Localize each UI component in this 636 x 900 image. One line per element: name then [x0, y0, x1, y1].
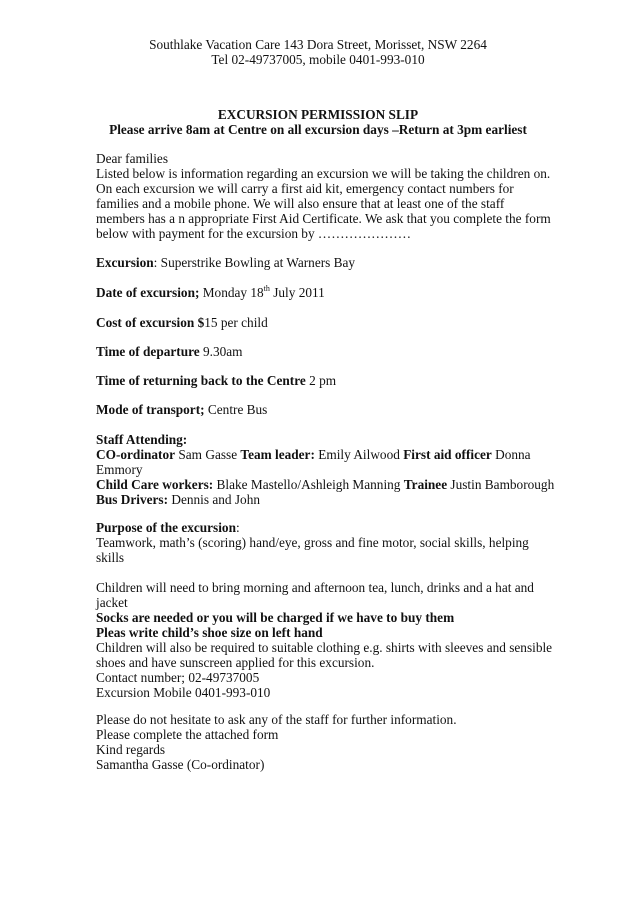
staff-label: Trainee [403, 477, 448, 492]
detail-value: Superstrike Bowling at Warners Bay [160, 255, 356, 270]
excursion-mobile: Excursion Mobile 0401-993-010 [96, 685, 271, 700]
intro-line: On each excursion we will carry a first aid kit, emergency contact numbers for [96, 181, 514, 196]
signature: Samantha Gasse (Co-ordinator) [96, 757, 265, 772]
detail-value: Centre Bus [204, 402, 268, 417]
staff-value: Emmory [96, 462, 143, 477]
document-heading [0, 107, 636, 137]
contact-number: Contact number; 02-49737005 [96, 670, 260, 685]
intro-paragraph [96, 151, 556, 241]
requirement-text: Children will also be required to suitable clothing e.g. shirts with sleeves and sensible [96, 640, 553, 655]
shoe-size-notice: Pleas write child’s shoe size on left hand [96, 625, 323, 640]
ordinal-suffix: th [263, 283, 270, 293]
purpose-text: Teamwork, math’s (scoring) hand/eye, gross and fine motor, social skills, helping [96, 535, 529, 550]
staff-value: Donna [491, 447, 531, 462]
staff-label: First aid officer [403, 447, 492, 462]
detail-value: Monday 18 [199, 285, 264, 300]
staff-label: Bus Drivers: [96, 492, 169, 507]
document-title: EXCURSION PERMISSION SLIP [217, 107, 419, 122]
purpose-text: skills [96, 550, 125, 565]
detail-label: Excursion [96, 255, 154, 270]
detail-label: Mode of transport; [96, 402, 205, 417]
purpose-section [96, 520, 556, 565]
requirement-text: jacket [96, 595, 128, 610]
staff-label: Team leader: [240, 447, 315, 462]
staff-value: Sam Gasse [175, 447, 241, 462]
intro-line: below with payment for the excursion by ………………… [96, 226, 412, 241]
closing-text: Please do not hesitate to ask any of the staff for further information. [96, 712, 457, 727]
separator: : [153, 255, 161, 270]
staff-heading: Staff Attending: [96, 432, 188, 447]
requirements-section [96, 580, 556, 700]
detail-label: Date of excursion; [96, 285, 200, 300]
detail-value: 2 pm [305, 373, 337, 388]
staff-value: Blake Mastello/Ashleigh Manning [213, 477, 404, 492]
detail-value: July 2011 [269, 285, 325, 300]
greeting: Dear families [96, 151, 168, 166]
detail-label: Cost of excursion $ [96, 315, 205, 330]
socks-notice: Socks are needed or you will be charged if we have to buy them [96, 610, 455, 625]
closing-section [96, 712, 556, 772]
intro-line: Listed below is information regarding an excursion we will be taking the children on. [96, 166, 551, 181]
letterhead-address: Southlake Vacation Care 143 Dora Street, Morisset, NSW 2264 [149, 37, 487, 52]
staff-value: Emily Ailwood [314, 447, 404, 462]
staff-label: CO-ordinator [96, 447, 176, 462]
requirement-text: shoes and have sunscreen applied for this excursion. [96, 655, 375, 670]
staff-value: Dennis and John [168, 492, 260, 507]
detail-value: 9.30am [199, 344, 243, 359]
purpose-label: Purpose of the excursion [96, 520, 236, 535]
detail-transport [96, 402, 556, 417]
requirement-text: Children will need to bring morning and afternoon tea, lunch, drinks and a hat and [96, 580, 534, 595]
detail-return [96, 373, 556, 388]
intro-line: members has a n appropriate First Aid Certificate. We ask that you complete the form [96, 211, 551, 226]
staff-value: Justin Bamborough [447, 477, 555, 492]
detail-cost [96, 315, 556, 330]
letterhead-phone: Tel 02-49737005, mobile 0401-993-010 [211, 52, 425, 67]
staff-label: Child Care workers: [96, 477, 214, 492]
detail-label: Time of departure [96, 344, 200, 359]
staff-section [96, 432, 566, 507]
separator: : [235, 520, 240, 535]
detail-excursion [96, 255, 556, 270]
detail-date [96, 285, 556, 300]
detail-label: Time of returning back to the Centre [96, 373, 306, 388]
document-subtitle: Please arrive 8am at Centre on all excursion days –Return at 3pm earliest [109, 122, 527, 137]
closing-text: Please complete the attached form [96, 727, 279, 742]
closing-text: Kind regards [96, 742, 166, 757]
letterhead [0, 37, 636, 67]
intro-line: families and a mobile phone. We will also ensure that at least one of the staff [96, 196, 505, 211]
detail-value: 15 per child [204, 315, 268, 330]
detail-departure [96, 344, 556, 359]
